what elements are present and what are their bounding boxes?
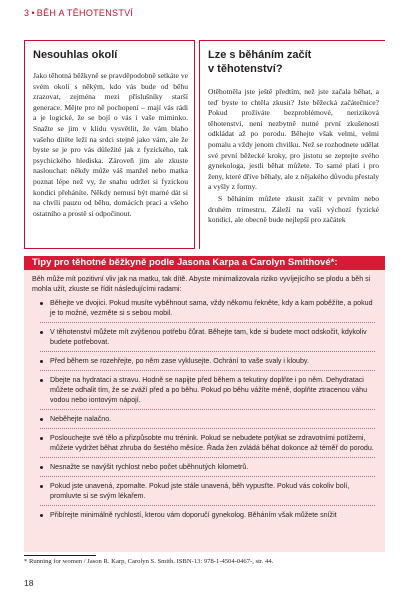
tips-banner: Tipy pro těhotné běžkyně podle Jasona Karpa a Carolyn Smithové*: [24, 256, 385, 270]
chapter-number: 3 [24, 8, 30, 18]
section-header [24, 8, 133, 18]
bullet-icon [40, 360, 43, 363]
tip-text: Před během se rozehřejte, po něm zase vyklusejte. Ochrání to vaše svaly i klouby. [50, 357, 309, 365]
list-item [40, 481, 375, 506]
list-item [40, 327, 375, 352]
list-item [40, 462, 375, 477]
sidebar-box-start-running [199, 40, 385, 249]
tip-text: V těhotenství můžete mít zvýšenou potřebu čůrat. Běhejte tam, kde si budete moct odskočit, kdykoliv budete potřebovat. [50, 328, 367, 346]
box-title-line: v těhotenství? [208, 63, 283, 75]
box-body [208, 87, 379, 226]
box-title: Nesouhlas okolí [33, 49, 118, 61]
list-item [40, 414, 375, 429]
list-item [40, 298, 375, 323]
list-item [40, 375, 375, 410]
tips-list [40, 298, 375, 528]
page-number: 18 [24, 578, 34, 588]
tip-text: Neběhejte nalačno. [50, 415, 112, 423]
list-item [40, 433, 375, 458]
bullet-icon [40, 302, 43, 305]
tip-text: Pokud jste unavená, zpomalte. Pokud jste stále unavená, běh vypusťte. Pokud vás cokoliv bolí, promluvte si se svým lékařem. [50, 482, 350, 500]
paragraph: S běháním můžete zkusit začít v prvním nebo druhém trimestru. Záleží na vaší výchozí fyzické kondici, ale obecně bude nejlepší pro začátek [208, 193, 379, 225]
bullet-icon [40, 331, 43, 334]
footnote-divider [24, 555, 96, 556]
bullet-icon [40, 379, 43, 382]
paragraph: Otěhotněla jste ještě předtím, než jste začala běhat, a teď byste to chtěla zkusit? Jste běžecká začátečnice? Pokud prožíváte bezproblémové, neriziková těhotenství, není nezbytně nutné první zkušenosti odkládat až po porodu. Běhejte však velmi, velmi pomalu a vždy jenom chvilku. Než se rozhodnete udělat své první běžecké kroky, pro jistotu se zeptejte svého gynekologa, jestli běhat můžete. To samé platí i pro ženy, které dříve běhaly, ale z nějakého důvodu přestaly a vyšly z formy. [208, 87, 379, 192]
tip-text: Dbejte na hydrataci a stravu. Hodně se napijte před během a tekutiny doplňte i po něm. Dehydrataci můžete odhalit tím, že se zváží před a po běhu. Pokud po běhu vážíte méně, doplňte ztracenou váhu vodou nebo iontovým nápojí. [50, 376, 368, 404]
tip-text: Přibírejte minimálně rychlostí, kterou vám doporučí gynekolog. Běháním však můžete snížit [50, 511, 337, 519]
chapter-title: BĚH A TĚHOTENSTVÍ [36, 8, 134, 18]
tips-panel [24, 270, 385, 552]
tip-text: Nesnažte se navýšit rychlost nebo počet uběhnutých kilometrů. [50, 463, 249, 471]
tip-text: Poslouchejte své tělo a přizpůsobte mu trénink. Pokud se nebudete potýkat se zdravotními potížemi, můžete vydržet běhat zhruba do šestého měsíce. Řada žen zvládá běhat dokonce až téměř do porodu. [50, 434, 374, 452]
bullet-icon [40, 514, 43, 517]
paragraph: Jako těhotná běžkyně se pravděpodobně setkáte ve svém okolí s někým, kdo vás bude od běhu zrazovat, zejména mezi příslušníky starší generace. Mějte pro ně pochopení – mají vás rádi a je logické, že se bojí o vás i vaše miminko. Snažte se jim v klidu vysvětlit, že vám blaho vašeho dítěte leží na srdci stejně jako vám, ale že byste se je pro vás důležité jak z fyzického, tak psychického hlediska. Zároveň jim ale zkuste naslouchat: někdy může váš manžel nebo matka poznat lépe než vy, že snahu udržet si fyzickou kondici přeháníte. Někdy nemusí být marné dát si na chvíli pauzu od běhu, domácích prací a všeho ostatního a prostě si odpočinout. [33, 71, 188, 218]
sidebar-box-disagreement [24, 40, 195, 249]
list-item [40, 510, 375, 524]
bullet-icon [40, 418, 43, 421]
bullet-icon [40, 466, 43, 469]
header-separator: • [31, 8, 35, 18]
box-body [33, 71, 188, 219]
list-item [40, 356, 375, 371]
tip-text: Běhejte ve dvojici. Pokud musíte vyběhnout sama, vždy někomu řekněte, kdy a kam poběžíte, a pokud je to možné, vezměte si s sebou mobil. [50, 299, 373, 317]
bullet-icon [40, 485, 43, 488]
bullet-icon [40, 437, 43, 440]
box-title-line: Lze s běháním začít [208, 49, 312, 61]
box-title [208, 48, 311, 76]
footnote: * Running for women / Jason R. Karp, Carolyn S. Smith. ISBN-13: 978-1-4504-0467-, str. 44. [24, 558, 274, 565]
tips-intro: Běh může mít pozitivní vliv jak na matku, tak dítě. Abyste minimalizovala riziko vyvíjejícího se plodu a běh si mohla užít, zkuste se řídit následujícími radami: [32, 275, 371, 293]
